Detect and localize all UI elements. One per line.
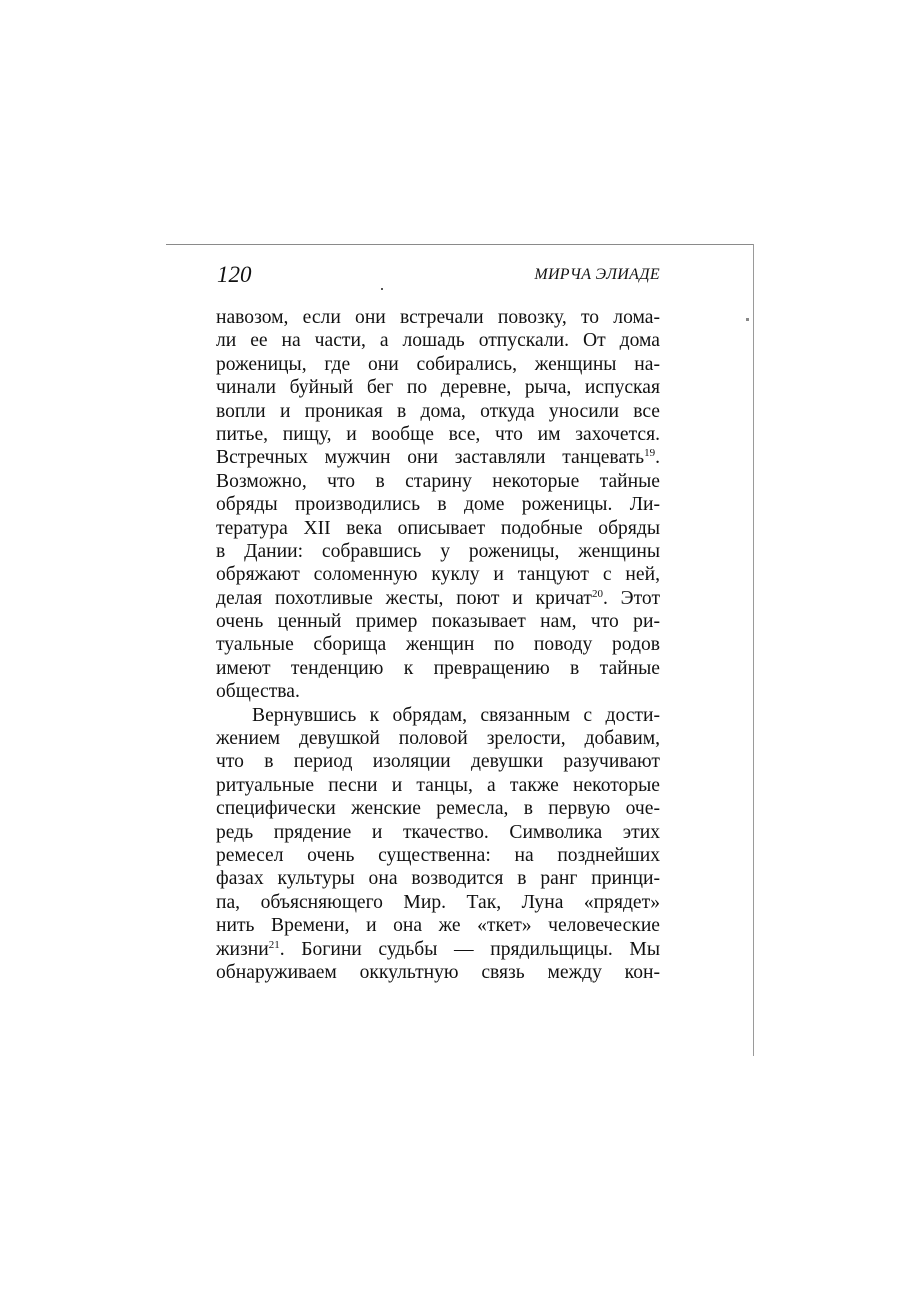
- text-line: [216, 423, 660, 446]
- text-line: [216, 493, 660, 516]
- footnote-marker: 20: [591, 587, 603, 600]
- text-line: [216, 891, 660, 914]
- text-line: [216, 306, 660, 329]
- line-text: чинали буйный бег по деревне, рыча, испуская: [216, 377, 660, 399]
- line-text: обнаруживаем оккультную связь между кон-: [216, 961, 660, 983]
- paragraph: [216, 704, 660, 985]
- paragraph: [216, 306, 660, 704]
- text-line: [216, 540, 660, 563]
- line-text: навозом, если они встречали повозку, то лома-: [216, 307, 660, 328]
- line-text: питье, пищу, и вообще все, что им захочется.: [216, 423, 660, 445]
- line-text: туальные сборища женщин по поводу родов: [216, 634, 660, 656]
- line-text-continuation: . Богини судьбы — прядильщицы. Мы: [279, 938, 660, 960]
- line-text: нить Времени, и она же «ткет» человеческие: [216, 915, 660, 937]
- text-line: [216, 446, 660, 469]
- text-line: [216, 938, 660, 961]
- line-text: делая похотливые жесты, поют и кричат: [216, 587, 592, 609]
- body-text: [216, 306, 660, 984]
- text-line: [216, 821, 660, 844]
- line-text: Вернувшись к обрядам, связанным с дости-: [252, 704, 660, 726]
- line-text: редь прядение и ткачество. Символика этих: [216, 821, 660, 843]
- text-line: [216, 353, 660, 376]
- line-text: ритуальные песни и танцы, а также некоторые: [216, 774, 660, 796]
- text-line: [216, 633, 660, 656]
- line-text: имеют тенденцию к превращению в тайные: [216, 657, 660, 679]
- line-text: обряды производились в доме роженицы. Ли-: [216, 494, 660, 516]
- text-line: [216, 400, 660, 423]
- scan-speck: [746, 318, 749, 321]
- page-number: 120: [217, 262, 252, 287]
- line-text: жением девушкой половой зрелости, добавим,: [216, 728, 660, 750]
- line-text: фазах культуры она возводится в ранг принци-: [216, 868, 660, 890]
- text-line: [216, 680, 660, 703]
- text-line: [216, 704, 660, 727]
- line-text: ремесел очень существенна: на позднейших: [216, 844, 660, 866]
- text-line: [216, 750, 660, 773]
- line-text: роженицы, где они собирались, женщины на-: [216, 353, 660, 375]
- text-line: [216, 610, 660, 633]
- line-text: очень ценный пример показывает нам, что ри-: [216, 611, 660, 633]
- line-text: тература XII века описывает подобные обряды: [216, 517, 660, 539]
- text-line: [216, 517, 660, 540]
- page-top-border: [166, 244, 754, 245]
- text-line: [216, 587, 660, 610]
- text-line: [216, 867, 660, 890]
- line-text: в Дании: собравшись у роженицы, женщины: [216, 540, 660, 562]
- text-line: [216, 914, 660, 937]
- text-line: [216, 844, 660, 867]
- text-line: [216, 727, 660, 750]
- line-text: обряжают соломенную куклу и танцуют с ней,: [216, 564, 660, 586]
- footnote-marker: 19: [644, 447, 656, 460]
- text-line: [216, 470, 660, 493]
- line-text-continuation: . Этот: [602, 587, 661, 609]
- line-text: па, объясняющего Мир. Так, Луна «прядет»: [216, 891, 660, 913]
- text-line: [216, 563, 660, 586]
- line-text: что в период изоляции девушки разучивают: [216, 751, 660, 773]
- text-line: [216, 797, 660, 820]
- line-text: специфически женские ремесла, в первую оче-: [216, 798, 660, 820]
- line-text: ли ее на части, а лошадь отпускали. От дома: [216, 330, 660, 352]
- text-line: [216, 961, 660, 984]
- line-text-continuation: .: [655, 447, 660, 469]
- text-line: [216, 376, 660, 399]
- line-text: жизни: [216, 938, 269, 960]
- line-text: общества.: [216, 681, 300, 703]
- line-text: Встречных мужчин они заставляли танцевать: [216, 447, 645, 469]
- text-line: [216, 774, 660, 797]
- page-right-border: [753, 244, 754, 1056]
- running-head-author: МИРЧА ЭЛИАДЕ: [534, 266, 660, 283]
- text-line: [216, 329, 660, 352]
- line-text: Возможно, что в старину некоторые тайные: [216, 470, 660, 492]
- footnote-marker: 21: [268, 938, 280, 951]
- text-line: [216, 657, 660, 680]
- line-text: вопли и проникая в дома, откуда уносили все: [216, 400, 660, 422]
- scan-speck: [381, 288, 383, 290]
